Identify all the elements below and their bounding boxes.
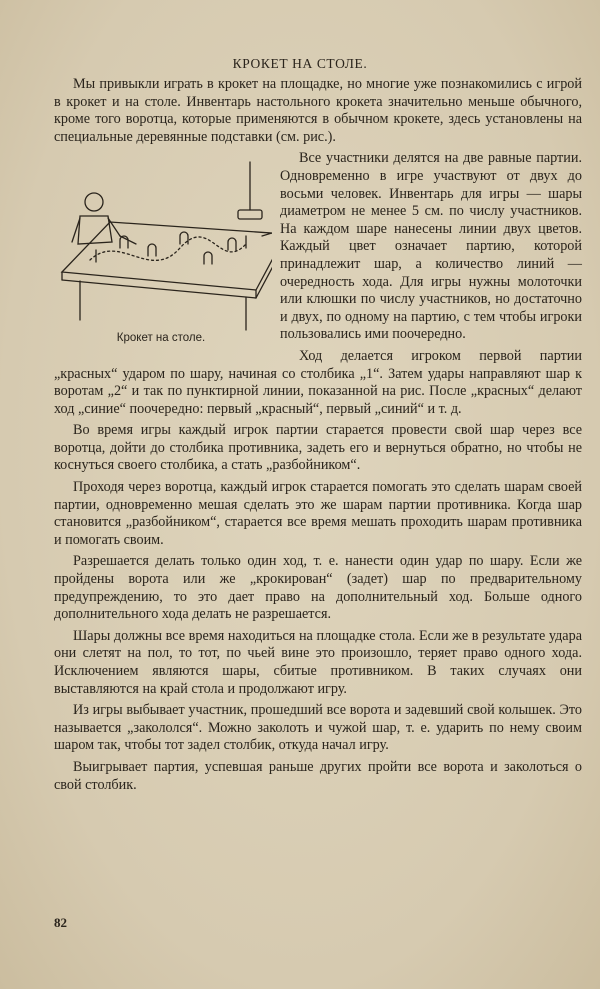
croquet-illustration [50,152,272,352]
paragraph: Во время игры каждый игрок партии старается провести свой шар через все воротца, дойти до столбика противника, задеть его и вернуться обратно, но чтобы не коснуться своего столбика, а стать „разбойником“. [54,422,582,474]
paragraph: Из игры выбывает участник, прошедший все ворота и задевший свой колышек. Это называется „закололся“. Можно заколоть и чужой шар, т. е. ударить по нему своим шаром так, чтобы тот задел столбик, откуда начал игру. [54,702,582,754]
paragraph: Шары должны все время находиться на площадке стола. Если же в результате удара они слетят на пол, то тот, по чьей вине это произошло, теряет право одного хода. Исключением являются шары, сбитые противником. В таких случаях они выставляются на край стола и продолжают игру. [54,627,582,697]
page-number: 82 [54,915,67,930]
paragraph: Ход делается игроком первой партии „красных“ ударом по шару, начиная со столбика „1“. Затем удары направляют шар к воротам „2“ и так по пунктирной линии, показанной на рис. После „красных“ делают ход „синие“ поочередно: первый „красный“, первый „синий“ и т. д. [54,347,582,417]
article-body [54,76,582,798]
figure-caption: Крокет на столе. [116,332,206,345]
illustration-drawing [50,152,272,332]
paragraph: Мы привыкли играть в крокет на площадке, но многие уже познакомились с игрой в крокет и на столе. Инвентарь настольного крокета значительно меньше обычного, кроме того воротца, которые применяются в обычном крокете, здесь установлены на специальные деревянные подставки (см. рис.). [54,76,582,145]
paragraph: Выигрывает партия, успевшая раньше других пройти все ворота и заколоться о свой столбик. [54,758,582,793]
paragraph: Проходя через воротца, каждый игрок старается помогать это сделать шарам своей партии, одновременно мешая сделать это же шарам партии противника. Когда шар становится „разбойником“, старается все время мешать проходить шарам противника и помогать своим. [54,479,582,548]
paragraph: Все участники делятся на две равные партии. Одновременно в игре участвуют от двух до восьми человек. Инвентарь для игры — шары диаметром не менее 5 см. по числу участников. На каждом шаре нанесены линии двух цветов. Каждый цвет означает партию, которой принадлежит шар, а количество линий — очередность хода. Для игры нужны молоточки или клюшки по числу участников, но достаточно и двух, по одному на партию, с тем чтобы игроки пользовались ими поочередно. [280,150,582,343]
paragraph: Разрешается делать только один ход, т. е. нанести один удар по шару. Если же пройдены ворота или же „крокирован“ (задет) шар по предварительному предупреждению, то это дает право на дополнительный ход. Больше одного дополнительного хода делать не разрешается. [54,553,582,623]
page-title: КРОКЕТ НА СТОЛЕ. [232,56,368,71]
